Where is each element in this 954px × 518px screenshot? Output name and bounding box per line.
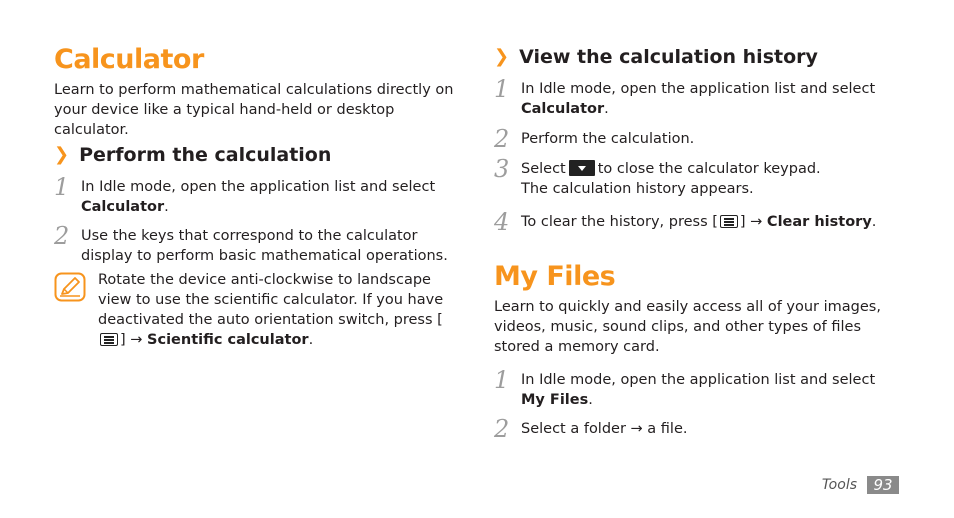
history-heading bbox=[494, 45, 818, 69]
step-text-mid: ] → bbox=[739, 214, 767, 230]
step-text-bold: Calculator bbox=[81, 199, 165, 215]
step-text-bold: Calculator bbox=[521, 101, 605, 117]
step-text-plain: In Idle mode, open the application list and select bbox=[521, 81, 876, 97]
section-label: Tools bbox=[821, 477, 857, 493]
step-number: 2 bbox=[54, 222, 70, 250]
step-number: 3 bbox=[494, 155, 510, 183]
menu-key-icon bbox=[720, 215, 738, 228]
myfiles-title: My Files bbox=[494, 261, 616, 292]
step-number: 2 bbox=[494, 125, 510, 153]
perform-step-2 bbox=[54, 222, 454, 266]
step-text-post: to close the calculator keypad. bbox=[597, 161, 821, 177]
step-text: In Idle mode, open the application list and select My Files. bbox=[521, 372, 876, 408]
perform-calculation-heading bbox=[54, 143, 331, 167]
note-text-b: ] → bbox=[120, 332, 148, 348]
myfiles-step-2 bbox=[494, 415, 904, 443]
note-text-bold: Scientific calculator bbox=[147, 332, 309, 348]
step-text bbox=[521, 159, 904, 199]
history-step-4 bbox=[494, 208, 904, 236]
step-text-bold: My Files bbox=[521, 392, 589, 408]
step-text-line2: The calculation history appears. bbox=[521, 181, 754, 197]
step-text: In Idle mode, open the application list and select Calculator. bbox=[81, 179, 436, 215]
history-step-3 bbox=[494, 155, 904, 199]
page-footer bbox=[822, 476, 899, 494]
myfiles-step-1 bbox=[494, 366, 904, 410]
calculator-title: Calculator bbox=[54, 44, 204, 75]
calculator-intro: Learn to perform mathematical calculations directly on your device like a typical hand-held or desktop calculator. bbox=[54, 82, 454, 138]
history-heading-text: View the calculation history bbox=[519, 46, 818, 68]
step-text-pre: To clear the history, press [ bbox=[521, 214, 718, 230]
step-number: 4 bbox=[494, 208, 510, 236]
collapse-keypad-icon bbox=[569, 160, 595, 176]
note-text-a: Rotate the device anti-clockwise to landscape view to use the scientific calculator. If you have deactivated the auto orientation switch, press [ bbox=[98, 272, 444, 328]
menu-key-icon bbox=[100, 333, 118, 346]
step-number: 2 bbox=[494, 415, 510, 443]
perform-heading-text: Perform the calculation bbox=[79, 144, 332, 166]
step-text-plain: In Idle mode, open the application list and select bbox=[81, 179, 436, 195]
history-step-2 bbox=[494, 125, 904, 153]
chevron-right-icon: ❯ bbox=[494, 46, 510, 67]
perform-step-1 bbox=[54, 173, 454, 217]
note-text: Rotate the device anti-clockwise to landscape view to use the scientific calculator. If you have deactivated the auto orientation switch, press [] → Scientific calculator. bbox=[98, 272, 444, 348]
step-text: Use the keys that correspond to the calculator display to perform basic mathematical operations. bbox=[81, 228, 448, 264]
step-text-plain: In Idle mode, open the application list and select bbox=[521, 372, 876, 388]
step-number: 1 bbox=[494, 75, 510, 103]
step-number: 1 bbox=[494, 366, 510, 394]
chevron-right-icon: ❯ bbox=[54, 144, 70, 165]
step-text: To clear the history, press [ ] → Clear history. bbox=[521, 214, 877, 230]
step-text: In Idle mode, open the application list and select Calculator. bbox=[521, 81, 876, 117]
step-text-pre: Select bbox=[521, 161, 566, 177]
myfiles-intro: Learn to quickly and easily access all of your images, videos, music, sound clips, and other types of files stored a memory card. bbox=[494, 299, 881, 355]
step-text: Select a folder → a file. bbox=[521, 421, 688, 437]
note-pencil-icon bbox=[54, 272, 86, 302]
step-number: 1 bbox=[54, 173, 70, 201]
history-step-1 bbox=[494, 75, 904, 119]
note-box bbox=[54, 270, 454, 350]
step-text-bold: Clear history bbox=[766, 214, 872, 230]
step-text: Perform the calculation. bbox=[521, 131, 695, 147]
page-number: 93 bbox=[867, 476, 899, 494]
